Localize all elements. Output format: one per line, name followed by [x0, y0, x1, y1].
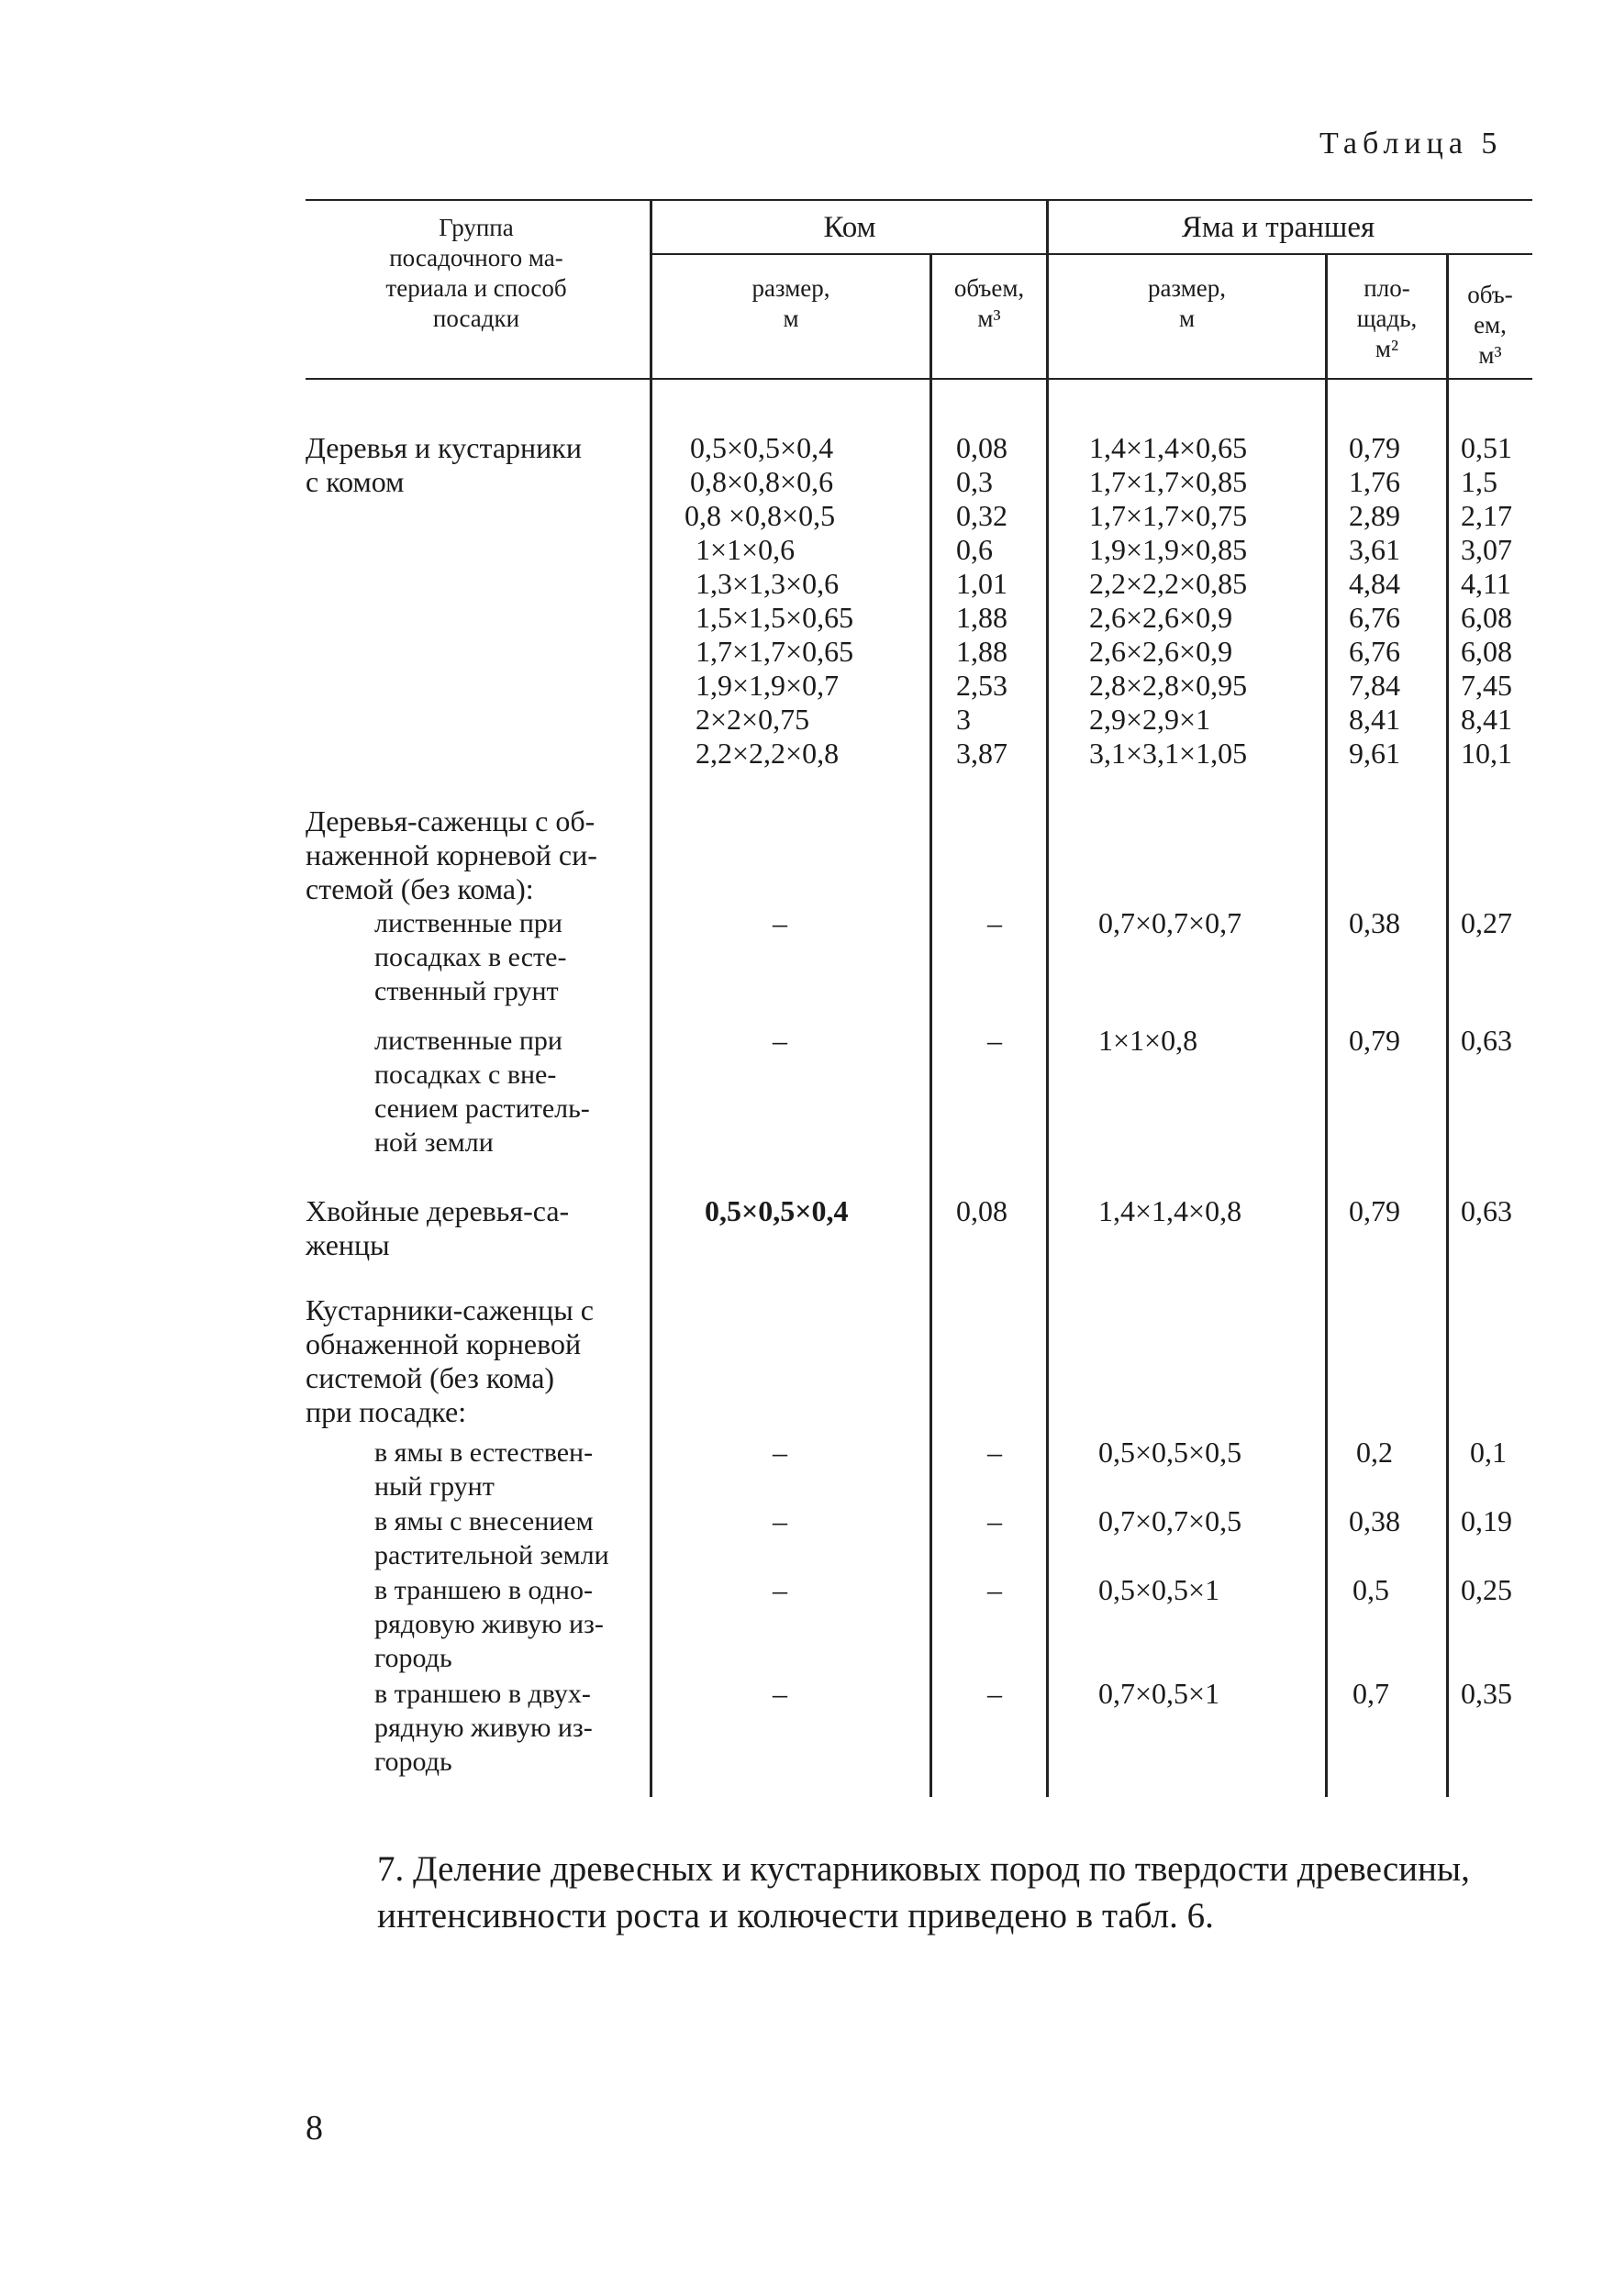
col-divider-2 — [929, 253, 932, 1797]
row-label: в ямы в естествен- ный грунт — [374, 1437, 594, 1502]
row-label: в траншею в двух- рядную живую из- городь — [374, 1679, 593, 1777]
col-divider-5 — [1446, 253, 1449, 1797]
col-divider-3 — [1046, 199, 1049, 1797]
header-group-col: Группа посадочного ма- териала и способ посадки — [385, 214, 567, 332]
header-pit-area: пло- щадь, м² — [1356, 274, 1418, 362]
row-label: в ямы с внесением растительной земли — [374, 1506, 609, 1570]
table-top-rule — [306, 199, 1532, 201]
group-title-conifer-seedlings: Хвойные деревья-са- женцы — [306, 1194, 570, 1261]
row-label: лиственные при посадках с вне- сением раститель- ной земли — [374, 1026, 590, 1158]
header-kom-volume: объем, м³ — [953, 274, 1025, 332]
group-title-bare-root-shrubs: Кустарники-саженцы с обнаженной корневой системой (без кома) при посадке: — [306, 1293, 594, 1428]
header-pit-volume: объ- ем, м³ — [1467, 281, 1513, 369]
kom-subheader-rule — [650, 253, 1532, 255]
header-pit-size: размер, м — [1147, 274, 1227, 332]
body-paragraph: 7. Деление древесных и кустарниковых пород по твердости древесины, интенсивности роста и колючести приведено в табл. 6. — [377, 1849, 1470, 1936]
col-divider-1 — [650, 199, 652, 1797]
group-title-bare-root-trees: Деревья-саженцы с об- наженной корневой си- стемой (без кома): — [306, 804, 597, 905]
header-bottom-rule — [306, 378, 1532, 380]
header-kom: Ком — [823, 211, 876, 244]
table-caption: Таблица 5 — [1319, 127, 1503, 161]
row-label: в траншею в одно- рядовую живую из- городь — [374, 1575, 604, 1673]
page-number: 8 — [306, 2109, 323, 2147]
group-title-trees-with-ball: Деревья и кустарники с комом — [306, 431, 582, 498]
row-label: лиственные при посадках в есте- ственный грунт — [374, 908, 567, 1006]
header-pit: Яма и траншея — [1181, 211, 1375, 244]
header-kom-size: размер, м — [751, 274, 830, 332]
